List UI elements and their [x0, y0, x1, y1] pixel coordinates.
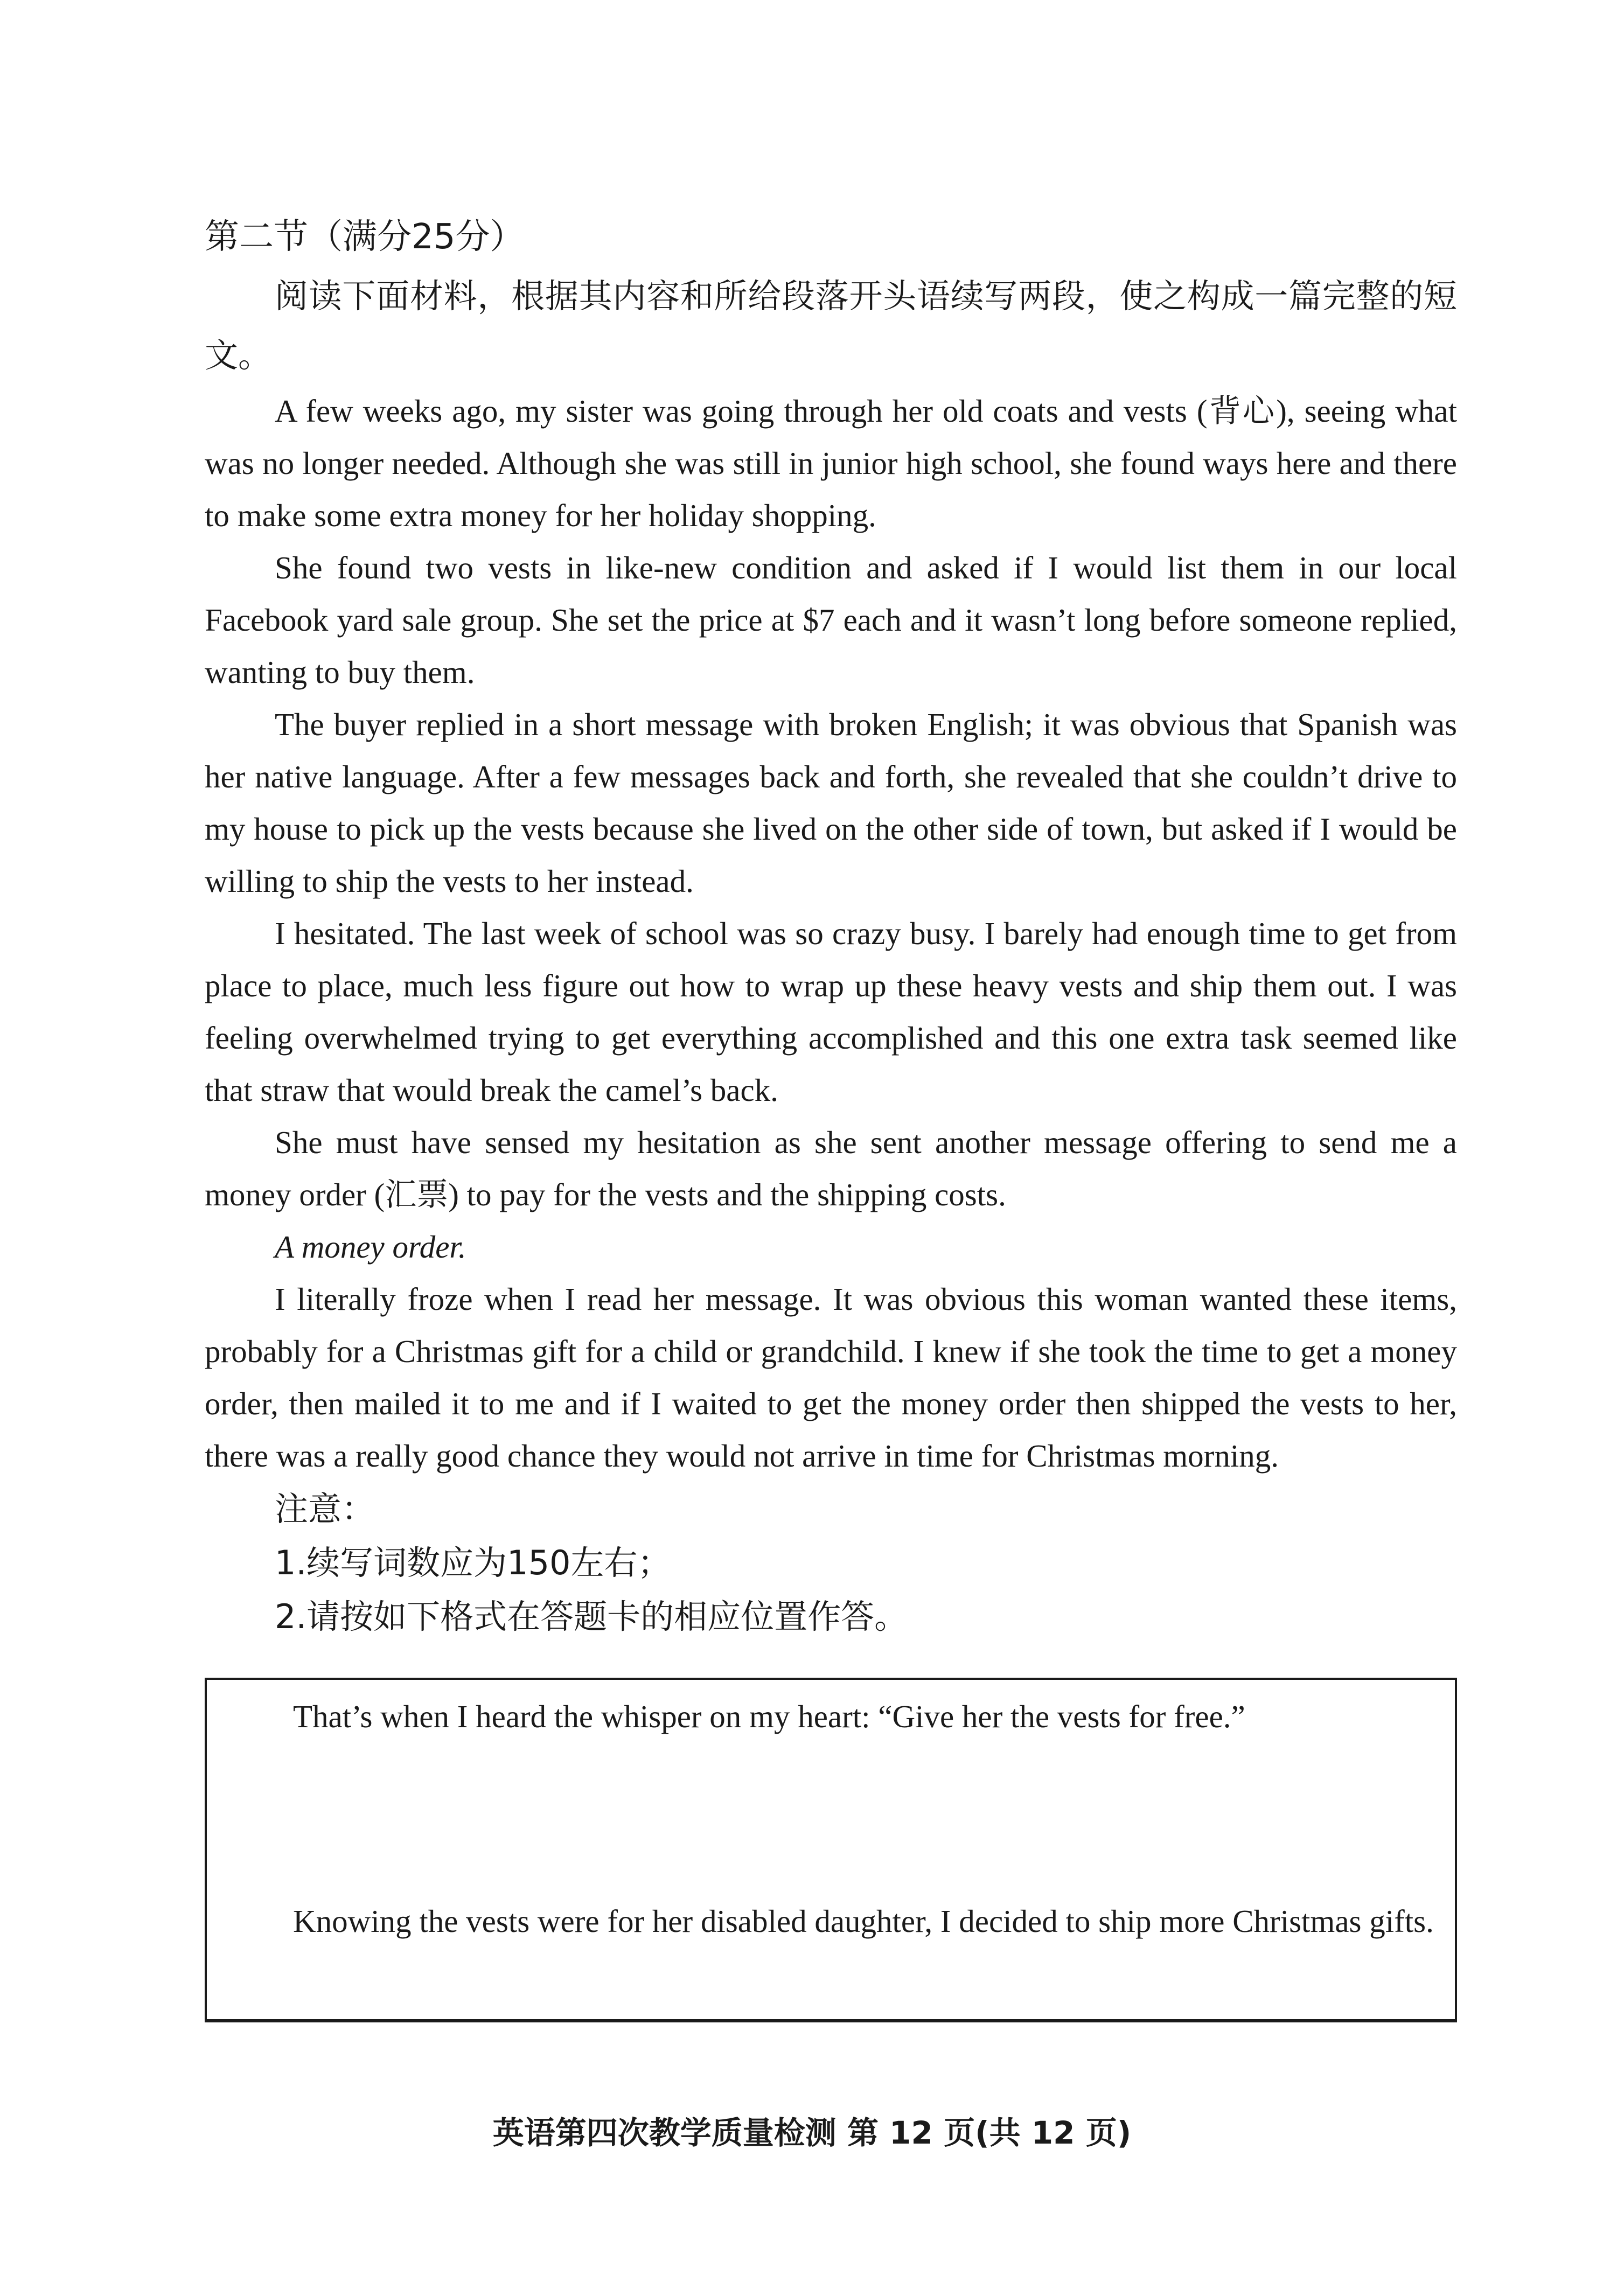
italic-line: A money order. [275, 1229, 466, 1265]
note-item: 1.续写词数应为150左右； [275, 1543, 671, 1582]
section-content [205, 207, 1457, 1644]
story-closing-paragraph: I literally froze when I read her message. It was obvious this woman wanted these items, probably for a Christmas gift for a child or grandchild. I knew if she took the time to get a money order, then mailed it to me and if I waited to get the money order then shipped the vests to her, there was a really good chance they would not arrive in time for Christmas morning. [205, 1281, 1457, 1474]
story-paragraph: A few weeks ago, my sister was going through her old coats and vests (背心), seeing what was no longer needed. Although she was still in junior high school, she found ways here and there to make some extra money for her holiday shopping. [205, 393, 1457, 533]
continuation-opening-1: That’s when I heard the whisper on my heart: “Give her the vests for free.” [293, 1699, 1245, 1734]
note-item: 2.请按如下格式在答题卡的相应位置作答。 [275, 1597, 908, 1636]
story-paragraph: She must have sensed my hesitation as she sent another message offering to send me a money order (汇票) to pay for the vests and the shipping costs. [205, 1125, 1457, 1212]
notes-block [205, 1482, 1457, 1644]
notes-title: 注意： [275, 1489, 375, 1529]
page-footer: 英语第四次教学质量检测 第 12 页(共 12 页) [492, 2114, 1132, 2151]
answer-box [205, 1678, 1457, 2022]
section-heading: 第二节（满分25分） [205, 217, 525, 257]
story-paragraph: I hesitated. The last week of school was so crazy busy. I barely had enough time to get from place to place, much less figure out how to wrap up these heavy vests and ship them out. I was feeling overwhelmed trying to get everything accomplished and this one extra task seemed like that straw that would break the camel’s back. [205, 916, 1457, 1108]
continuation-opening-2: Knowing the vests were for her disabled daughter, I decided to ship more Christmas gifts. [293, 1903, 1434, 1939]
story-paragraph: She found two vests in like-new condition and asked if I would list them in our local Facebook yard sale group. She set the price at $7 each and it wasn’t long before someone replied, wanting to buy them. [205, 550, 1457, 690]
section-instruction: 阅读下面材料，根据其内容和所给段落开头语续写两段，使之构成一篇完整的短文。 [205, 276, 1457, 375]
story-paragraph: The buyer replied in a short message with broken English; it was obvious that Spanish was her native language. After a few messages back and forth, she revealed that she couldn’t drive to my house to pick up the vests because she lived on the other side of town, but asked if I would be willing to ship the vests to her instead. [205, 707, 1457, 899]
